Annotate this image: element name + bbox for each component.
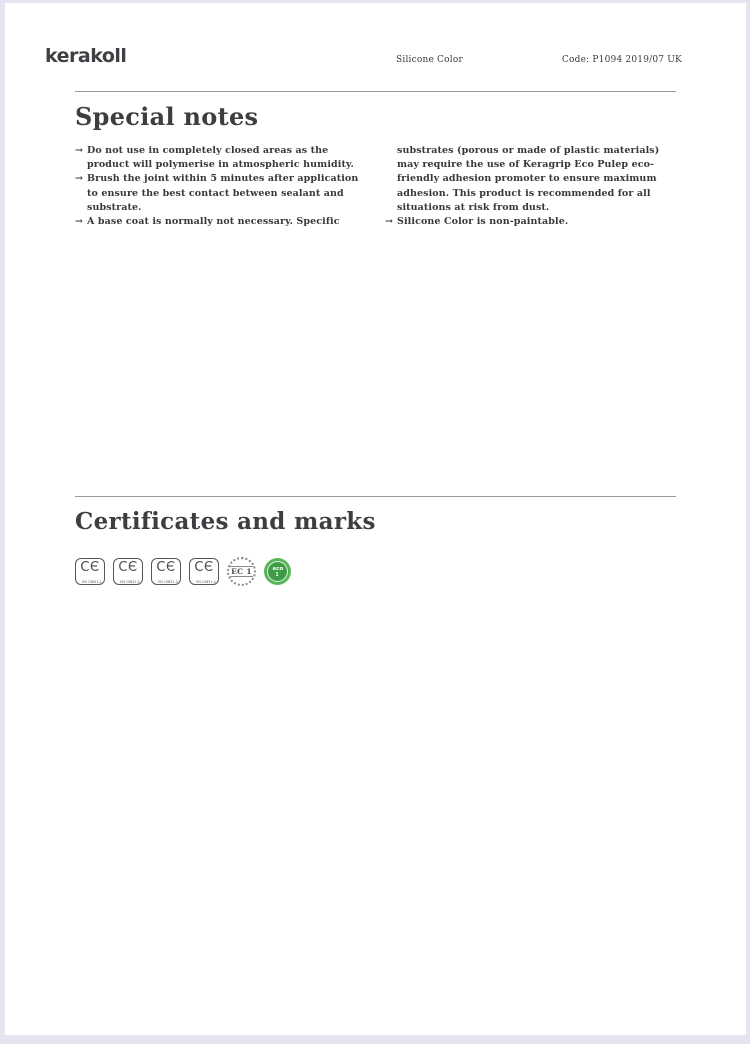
note-text: Brush the joint within 5 minutes after application to ensure the best contact between sealant and substrate. — [87, 173, 359, 213]
document-code: Code: P1094 2019/07 UK — [561, 55, 682, 65]
eco-label: eco — [272, 564, 283, 572]
ce-mark-icon — [75, 558, 105, 585]
ce-letters: CЄ — [156, 560, 176, 575]
arrow-bullet-icon: → — [75, 173, 84, 185]
ce-standard-label: EN 15651-1 — [82, 580, 102, 584]
header-divider — [75, 91, 676, 92]
document-title: Silicone Color — [396, 55, 463, 65]
note-item — [75, 172, 368, 215]
note-text: A base coat is normally not necessary. Specific — [87, 216, 340, 228]
kerakoll-logo: kerakoll — [45, 45, 127, 67]
note-item — [385, 215, 678, 229]
arrow-bullet-icon: → — [75, 145, 84, 156]
ce-mark-icon — [113, 558, 143, 585]
note-text: substrates (porous or made of plastic materials) may require the use of Keragrip Eco Pulep eco-friendly adhesion promoter to ensure maximum adhesion. This product is recommended for all situations at risk from dust. — [397, 145, 660, 213]
note-item — [385, 144, 678, 215]
document-page — [5, 3, 746, 1035]
special-notes-columns — [75, 144, 679, 229]
ce-standard-label: EN 15651-3 — [158, 580, 178, 584]
special-notes-right-column — [385, 144, 678, 229]
ce-letters: CЄ — [194, 560, 214, 575]
special-notes-heading: Special notes — [75, 102, 259, 131]
ce-standard-label: EN 15651-4 — [196, 580, 216, 584]
emicode-ec1-mark-icon — [227, 557, 256, 586]
certificates-heading: Certificates and marks — [75, 508, 376, 535]
arrow-bullet-icon — [385, 144, 397, 215]
ce-mark-icon — [151, 558, 181, 585]
eco-green-mark-icon — [264, 558, 291, 585]
note-item — [75, 144, 368, 172]
special-notes-left-column — [75, 144, 368, 229]
certificate-marks-row — [75, 557, 291, 586]
arrow-bullet-icon: → — [385, 216, 394, 228]
note-text: Silicone Color is non-paintable. — [397, 216, 569, 228]
eco-mark-inner — [267, 561, 288, 582]
ce-standard-label: EN 15651-2 — [120, 580, 140, 584]
certificates-divider — [75, 496, 676, 497]
ce-letters: CЄ — [80, 560, 100, 575]
note-item — [75, 215, 368, 229]
ce-mark-icon — [189, 558, 219, 585]
ec1-label: EC 1 — [231, 567, 252, 576]
eco-number: 1 — [275, 571, 280, 577]
ce-letters: CЄ — [118, 560, 138, 575]
arrow-bullet-icon: → — [75, 216, 84, 228]
note-text: Do not use in completely closed areas as the product will polymerise in atmospheric humidity. — [87, 145, 354, 171]
